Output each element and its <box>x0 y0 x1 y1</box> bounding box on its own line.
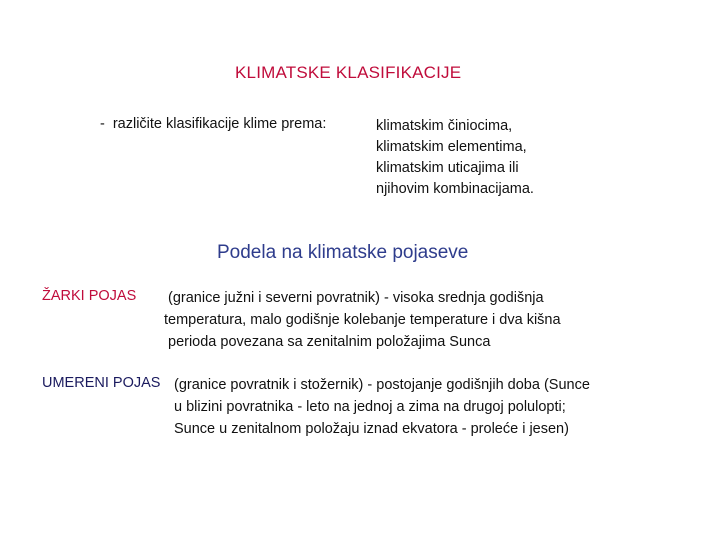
belt-description-zarki <box>164 287 561 353</box>
belt-description-umereni <box>174 374 590 440</box>
belt-description-line: (granice južni i severni povratnik) - visoka srednja godišnja <box>168 290 544 306</box>
intro-text: različite klasifikacije klime prema: <box>112 116 327 132</box>
criteria-item: klimatskim uticajima ili <box>376 160 519 176</box>
section-subtitle: Podela na klimatske pojaseve <box>217 242 469 263</box>
criteria-item: njihovim kombinacijama. <box>376 181 534 197</box>
belt-description-line: (granice povratnik i stožernik) - postojanje godišnjih doba (Sunce <box>174 377 590 393</box>
belt-description-line: Sunce u zenitalnom položaju iznad ekvatora - proleće i jesen) <box>174 421 569 437</box>
belt-description-line: perioda povezana sa zenitalnim položajima Sunca <box>168 334 491 350</box>
belt-name-umereni: UMERENI POJAS <box>42 375 161 391</box>
criteria-item: klimatskim činiocima, <box>376 118 513 134</box>
page-title: KLIMATSKE KLASIFIKACIJE <box>235 63 462 82</box>
criteria-list <box>376 116 534 200</box>
belt-description-line: temperatura, malo godišnje kolebanje temperature i dva kišna <box>164 312 561 328</box>
belt-name-zarki: ŽARKI POJAS <box>42 288 137 304</box>
belt-description-line: u blizini povratnika - leto na jednoj a zima na drugoj polulopti; <box>174 399 566 415</box>
intro-line <box>100 116 326 132</box>
criteria-item: klimatskim elementima, <box>376 139 527 155</box>
intro-dash: - <box>100 116 105 132</box>
